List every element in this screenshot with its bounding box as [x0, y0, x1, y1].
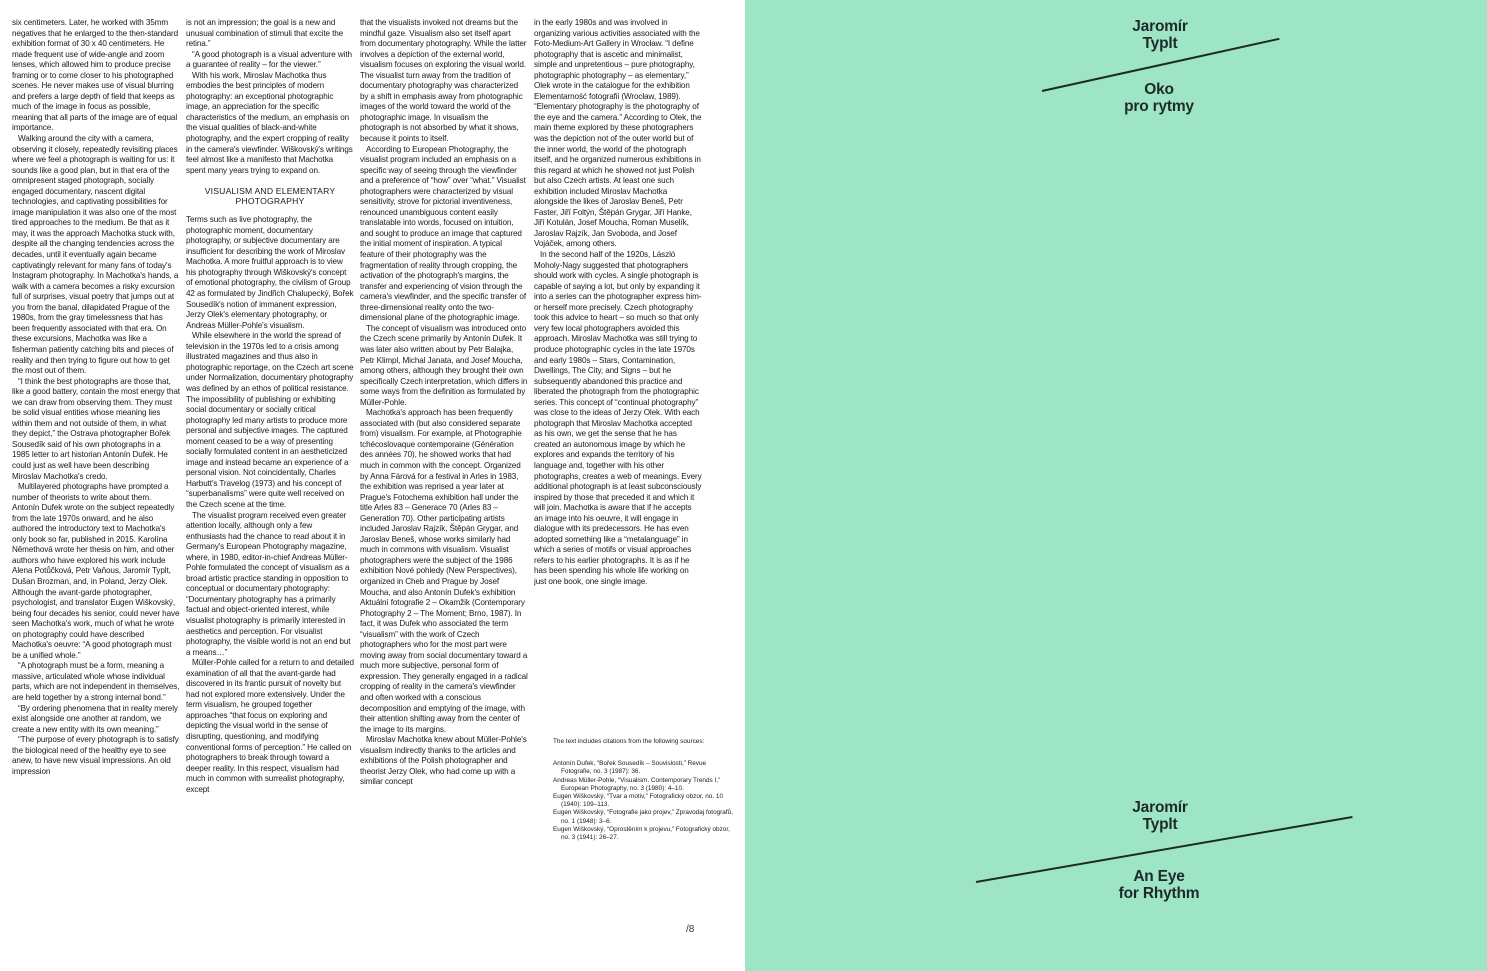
section-heading: VISUALISM AND ELEMENTARY PHOTOGRAPHY: [204, 186, 336, 207]
source-item: Eugen Wiškovský, “Tvar a motiv,” Fotografický obzor, no. 10 (1940): 109–113.: [553, 793, 724, 809]
sources-intro: The text includes citations from the following sources:: [553, 738, 705, 745]
paragraph: “By ordering phenomena that in reality merely exist alongside one another at random, we create a new entity with its own meaning.”: [12, 703, 178, 734]
book-title-czech: [1080, 81, 1238, 115]
source-item: Eugen Wiškovský, “Fotografie jako projev,” Zpravodaj fotografů, no. 1 (1948): 3–6.: [553, 809, 733, 825]
source-item: Eugen Wiškovský, “Oprostěním k projevu,” Fotografický obzor, no. 3 (1941): 26–27.: [553, 825, 730, 842]
cover-page: [745, 0, 1487, 971]
page-number: /8: [686, 924, 695, 935]
paragraph: “A photograph must be a form, meaning a massive, articulated whole whose individual parts, which are not independent in themselves, are held together by a strong internal bond.”: [12, 661, 180, 702]
sources-block: [553, 738, 738, 842]
title-line-1: Oko: [1144, 81, 1174, 98]
paragraph: Müller-Pohle called for a return to and detailed examination of all that the avant-garde had discovered in its frantic pursuit of novelty but had not explored more extensively. Under the term visualism, he grouped together approaches “that focus on exploring and depicting the visual world in the sense of disrupting, questioning, and modifying conventional forms of perception.” He called on photographers to break through toward a deeper reality. In this respect, visualism had much in common with surrealist photography, except: [186, 658, 354, 794]
author-last-name: Typlt: [1142, 35, 1178, 52]
paragraph: is not an impression; the goal is a new and unusual combination of stimuli that excite the retina.”: [186, 18, 344, 49]
paragraph: six centimeters. Later, he worked with 35mm negatives that he enlarged to the then-standard exhibition format of 30 x 40 centimeters. He made frequent use of wide-angle and zoom lenses, which allowed him to produce precise framing or to come closer to his photographed scenes. He never makes use of visual blurring and prefers a large depth of field that keeps as much of the image in focus as possible, meaning that all parts of the image are of equal importance.: [12, 18, 179, 133]
author-name-top: [1100, 18, 1220, 52]
paragraph: According to European Photography, the visualist program included an emphasis on a specific way of seeing through the viewfinder and a preference of “how” over “what.” Visualist photographers were characterized by visual sensitivity, strove for pictorial inventiveness, renounced unambiguous content easily translatable into words, focused on intuition, and sought to produce an image that captured the initial moment of inspiration. A typical feature of their photography was the fragmentation of reality through cropping, the activation of the photograph's margins, the transfer and experiencing of vision through the camera's viewfinder, and the specific transfer of three-dimensional reality onto the two-dimensional plane of the photographic image.: [360, 144, 527, 323]
paragraph: While elsewhere in the world the spread of television in the 1970s led to a crisis among illustrated magazines and thus also in photographic reportage, on the Czech art scene under Normalization, documentary photography was defined by an ethos of political resistance. The impossibility of publishing or exhibiting social documentary or socially critical photography led many artists to produce more personal and subjective images. The captured moment ceased to be a way of presenting socially formulated content in an aestheticized image and instead became an experience of a personal vision. Not coincidentally, Charles Harbutt's Travelog (1973) and his concept of “superbanalisms” were quite well received on the Czech scene at the time.: [186, 331, 354, 509]
text-column-3: [360, 18, 528, 913]
paragraph: The visualist program received even greater attention locally, although only a few enthusiasts had the chance to read about it in Germany's European Photography magazine, where, in 1980, editor-in-chief Andreas Müller-Pohle formulated the concept of visualism as a broad artistic practice standing in opposition to conceptual or documentary photography: “Documentary photography has a primarily factual and object-oriented interest, while visualist photography is primarily interested in aesthetics and perception. For visualist photography, the visible world is not an end but a means…”: [186, 510, 351, 657]
paragraph: Machotka's approach has been frequently associated with (but also considered separate from) visualism. For example, at Photographie tchécoslovaque contemporaine (Génération des années 70), he showed works that had much in common with the concept. Organized by Anna Fárová for a festival in Arles in 1983, the exhibition was reprised a year later at Prague's Fotochema exhibition hall under the title Arles 83 – Generace 70 (Arles 83 – Generation 70). Other participating artists included Jaroslav Rajzík, Štěpán Grygar, and Jaroslav Beneš, whose works similarly had much in commons with visualism. Visualist photographers were the subject of the 1986 exhibition Nové pohledy (New Perspectives), organized in Cheb and Prague by Josef Moucha, and also Antonín Dufek's exhibition Aktuální fotografie 2 – Okamžik (Contemporary Photography 2 – The Moment; Brno, 1987). In fact, it was Dufek who associated the term “visualism” with the work of Czech photographers who for the most part were moving away from social documentary toward a much more subjective, personal form of expression. They generally engaged in a radical cropping of reality in the camera's viewfinder and often worked with a conscious decomposition and emptying of the image, with their attention shifting away from the center of the image to its margins.: [360, 408, 528, 734]
author-first-name: Jaromír: [1132, 18, 1188, 35]
text-column-1: [12, 18, 180, 913]
paragraph: Terms such as live photography, the photographic moment, documentary photography, or subjective documentary are insufficient for describing the work of Miroslav Machotka. A more fruitful approach is to view his photography through Wiškovský's concept of emotional photography, the civilism of Group 42 as formulated by Jindřich Chalupecký, Bořek Sousedík's notion of immanent expression, Jerzy Olek's elementary photography, or Andreas Müller-Pohle's visualism.: [186, 215, 354, 330]
paragraph: Miroslav Machotka knew about Müller-Pohle's visualism indirectly thanks to the articles and exhibitions of the Polish photographer and theorist Jerzy Olek, who had come up with a similar concept: [360, 735, 527, 787]
paragraph: Walking around the city with a camera, observing it closely, repeatedly revisiting places where we feel a photograph is waiting for us: it sounds like a good plan, but in that era of the omnipresent staged photograph, socially engaged documentary, nascent digital technologies, and captivating possibilities for image manipulation it was also one of the most tired approaches to the medium. Be that as it may, it was the approach Machotka stuck with, despite all the changing tendencies across the decades, until it eventually again became captivatingly relevant for many fans of today's Instagram photography. In Machotka's hands, a walk with a camera becomes a risky excursion full of surprises, visual poetry that jumps out at you from the banal, dilapidated Prague of the 1980s, from the gray timelessness that has been frequently associated with that era. On these excursions, Machotka was like a fisherman patiently catching bits and pieces of reality and then trying to figure out how to get the most out of them.: [12, 134, 179, 376]
paragraph: “I think the best photographs are those that, like a good battery, contain the most energy that we can draw from observing them. They must be solid visual entities whose meaning lies within them and not outside of them, in what they depict,” the Ostrava photographer Bořek Sousedík said of his own photographs in a 1985 letter to art historian Antonín Dufek. He could just as well have been describing Miroslav Machotka's credo.: [12, 376, 180, 481]
paragraph: In the second half of the 1920s, László Moholy-Nagy suggested that photographers should work with cycles. A single photograph is capable of saying a lot, but only by expanding it into a series can the photographer express him- or herself more precisely. Czech photography took this advice to heart – so much so that only very few local photographers avoided this approach. Miroslav Machotka was still trying to produce photographic cycles in the late 1970s and early 1980s – Stars, Contamination, Dwellings, The City, and Signs – but he subsequently abandoned this practice and liberated the photograph from the photographic series. This concept of “continual photography” was close to the ideas of Jerzy Olek. With each photograph that Miroslav Machotka accepted as his own, we get the sense that he has created an autonomous image by which he explores and expands the territory of his language and, together with his other photographs, creates a web of meanings. Every additional photograph is at least subconsciously inspired by those that preceded it and which it will join. Machotka is aware that if he accepts an image into his oeuvre, it will engage in dialogue with its predecessors. He has even adopted something like a “metalanguage” in which a series of motifs or visual approaches refers to his earlier photographs. It is as if he has been spending his whole life working on just one book, one single image.: [534, 250, 702, 586]
paragraph: With his work, Miroslav Machotka thus embodies the best principles of modern photography: an exceptional photographic image, an appreciation for the specific characteristics of the medium, an emphasis on the visual qualities of black-and-white photography, and the expert cropping of reality in the camera's viewfinder. Wiškovský's writings feel almost like a manifesto that Machotka spent many years trying to expand on.: [186, 70, 353, 175]
paragraph: The concept of visualism was introduced onto the Czech scene primarily by Antonín Dufek. It was later also written about by Petr Balajka, Petr Klimpl, Michal Janata, and Josef Moucha, among others, although they brought their own specifically Czech interpretation, which differs in some ways from the definition as formulated by Müller-Pohle.: [360, 323, 528, 407]
author-first-name: Jaromír: [1132, 799, 1188, 816]
paragraph: that the visualists invoked not dreams but the mindful gaze. Visualism also set itself apart from documentary photography. While the latter involves a depiction of the external world, visualism focuses on exploring the visual world. The visualist turn away from the tradition of documentary photography was characterized by a shift in emphasis away from photographic images of the world toward the world of the photographic image. In visualism the photograph is not absorbed by what it shows, because it points to itself.: [360, 18, 527, 144]
source-item: Antonín Dufek, “Bořek Sousedík – Souvislosti,” Revue Fotografie, no. 3 (1987): 36.: [553, 760, 707, 776]
title-line-1: An Eye: [1133, 868, 1185, 885]
book-title-english: [1080, 868, 1238, 902]
title-line-2: pro rytmy: [1124, 98, 1194, 115]
title-line-2: for Rhythm: [1118, 885, 1200, 902]
author-last-name: Typlt: [1142, 816, 1178, 833]
text-column-2: [186, 18, 354, 913]
paragraph: in the early 1980s and was involved in organizing various activities associated with the Foto-Medium-Art Gallery in Wrocław. “I define photography that is ascetic and minimalist, simple and unpretentious – pure photography, photographic photography – as elementary,” Olek wrote in the catalogue for the exhibition Elementarność fotografii (Wrocław, 1989). “Elementary photography is the photography of the eye and the camera.” According to Olek, the main theme explored by these photographers was the depiction not of the outer world but of the inner world, the world of the photograph itself, and he organized numerous exhibitions in this regard at which he showed not just Polish but also Czech artists. At least one such exhibition included Miroslav Machotka alongside the likes of Jaroslav Beneš, Petr Faster, Jiří Foltýn, Štěpán Grygar, Jiří Hanke, Jiří Kotulán, Josef Moucha, Roman Muselík, Jaroslav Rajzík, Jan Svoboda, and Josef Vojáček, among others.: [534, 18, 702, 249]
page-number-value: 8: [688, 924, 695, 935]
source-item: Andreas Müller-Pohle, “Visualism. Contemporary Trends I,” European Photography, no. 3 (1980): 4–10.: [553, 776, 721, 792]
paragraph: Multilayered photographs have prompted a number of theorists to write about them. Antonín Dufek wrote on the subject repeatedly from the late 1970s onward, and he also authored the introductory text to Machotka's only book so far, published in 2015. Karolína Němethová wrote her thesis on him, and other authors who have explored his work include Alena Potůčková, Petr Vaňous, Jaromír Typlt, Dušan Brozman, and, in Poland, Jerzy Olek. Although the avant-garde photographer, psychologist, and translator Eugen Wiškovský, being four decades his senior, could never have seen Machotka's work, much of what he wrote on photography could have described Machotka's oeuvre: “A good photograph must be a unified whole.”: [12, 482, 180, 660]
author-name-bottom: [1100, 799, 1220, 833]
paragraph: “A good photograph is a visual adventure with a guarantee of reality – for the viewer.”: [186, 49, 352, 70]
paragraph: “The purpose of every photograph is to satisfy the biological need of the healthy eye to see anew, to have new visual impressions. An old impression: [12, 735, 179, 776]
